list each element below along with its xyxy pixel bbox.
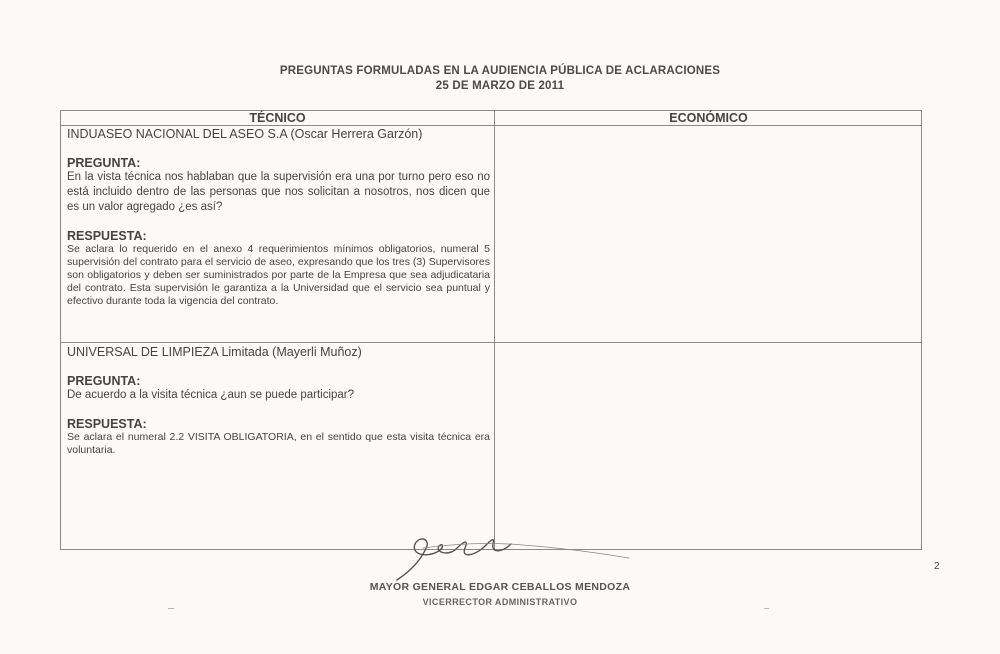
question-label: PREGUNTA: (67, 156, 141, 170)
table-row (67, 127, 490, 308)
question-text: De acuerdo a la visita técnica ¿aun se puede participar? (67, 389, 355, 401)
company-name: UNIVERSAL DE LIMPIEZA Limitada (Mayerli Muñoz) (67, 345, 362, 359)
table-row (67, 345, 490, 457)
answer-label: RESPUESTA: (67, 417, 147, 431)
scan-speck (764, 608, 769, 609)
handwritten-signature (393, 528, 633, 582)
answer-text: Se aclara el numeral 2.2 VISITA OBLIGATORIA, en el sentido que esta visita técnica era voluntaria. (67, 431, 490, 456)
column-divider (494, 111, 495, 549)
answer-label: RESPUESTA: (67, 229, 147, 243)
document-date: 25 DE MARZO DE 2011 (435, 80, 565, 92)
questions-table (60, 110, 922, 550)
page-number: 2 (934, 561, 940, 572)
document-title: PREGUNTAS FORMULADAS EN LA AUDIENCIA PÚBLICA DE ACLARACIONES (279, 65, 721, 77)
column-header-tecnico: TÉCNICO (249, 111, 306, 125)
answer-text: Se aclara lo requerido en el anexo 4 requerimientos mínimos obligatorios, numeral 5 supervisión del contrato para el servicio de aseo, expresando que los tres (3) Supervisores son obligatorios y deben ser suministrados por parte de la Empresa que sea adjudicataria del contrato. Esta supervisión le garantiza a la Universidad que el servicio sea puntual y efectivo durante toda la vigencia del contrato. (67, 243, 490, 307)
column-header-economico: ECONÓMICO (669, 111, 748, 125)
scan-speck (168, 608, 174, 609)
header-divider (61, 125, 921, 126)
company-name: INDUASEO NACIONAL DEL ASEO S.A (Oscar Herrera Garzón) (67, 127, 423, 141)
row-divider (61, 342, 921, 343)
question-label: PREGUNTA: (67, 374, 141, 388)
question-text: En la vista técnica nos hablaban que la supervisión era una por turno pero eso no está incluido dentro de las personas que nos solicitan a nosotros, nos dicen que es un valor agregado ¿es así? (67, 171, 490, 213)
signer-name: MAYOR GENERAL EDGAR CEBALLOS MENDOZA (369, 581, 631, 593)
signer-title: VICERRECTOR ADMINISTRATIVO (422, 597, 578, 607)
